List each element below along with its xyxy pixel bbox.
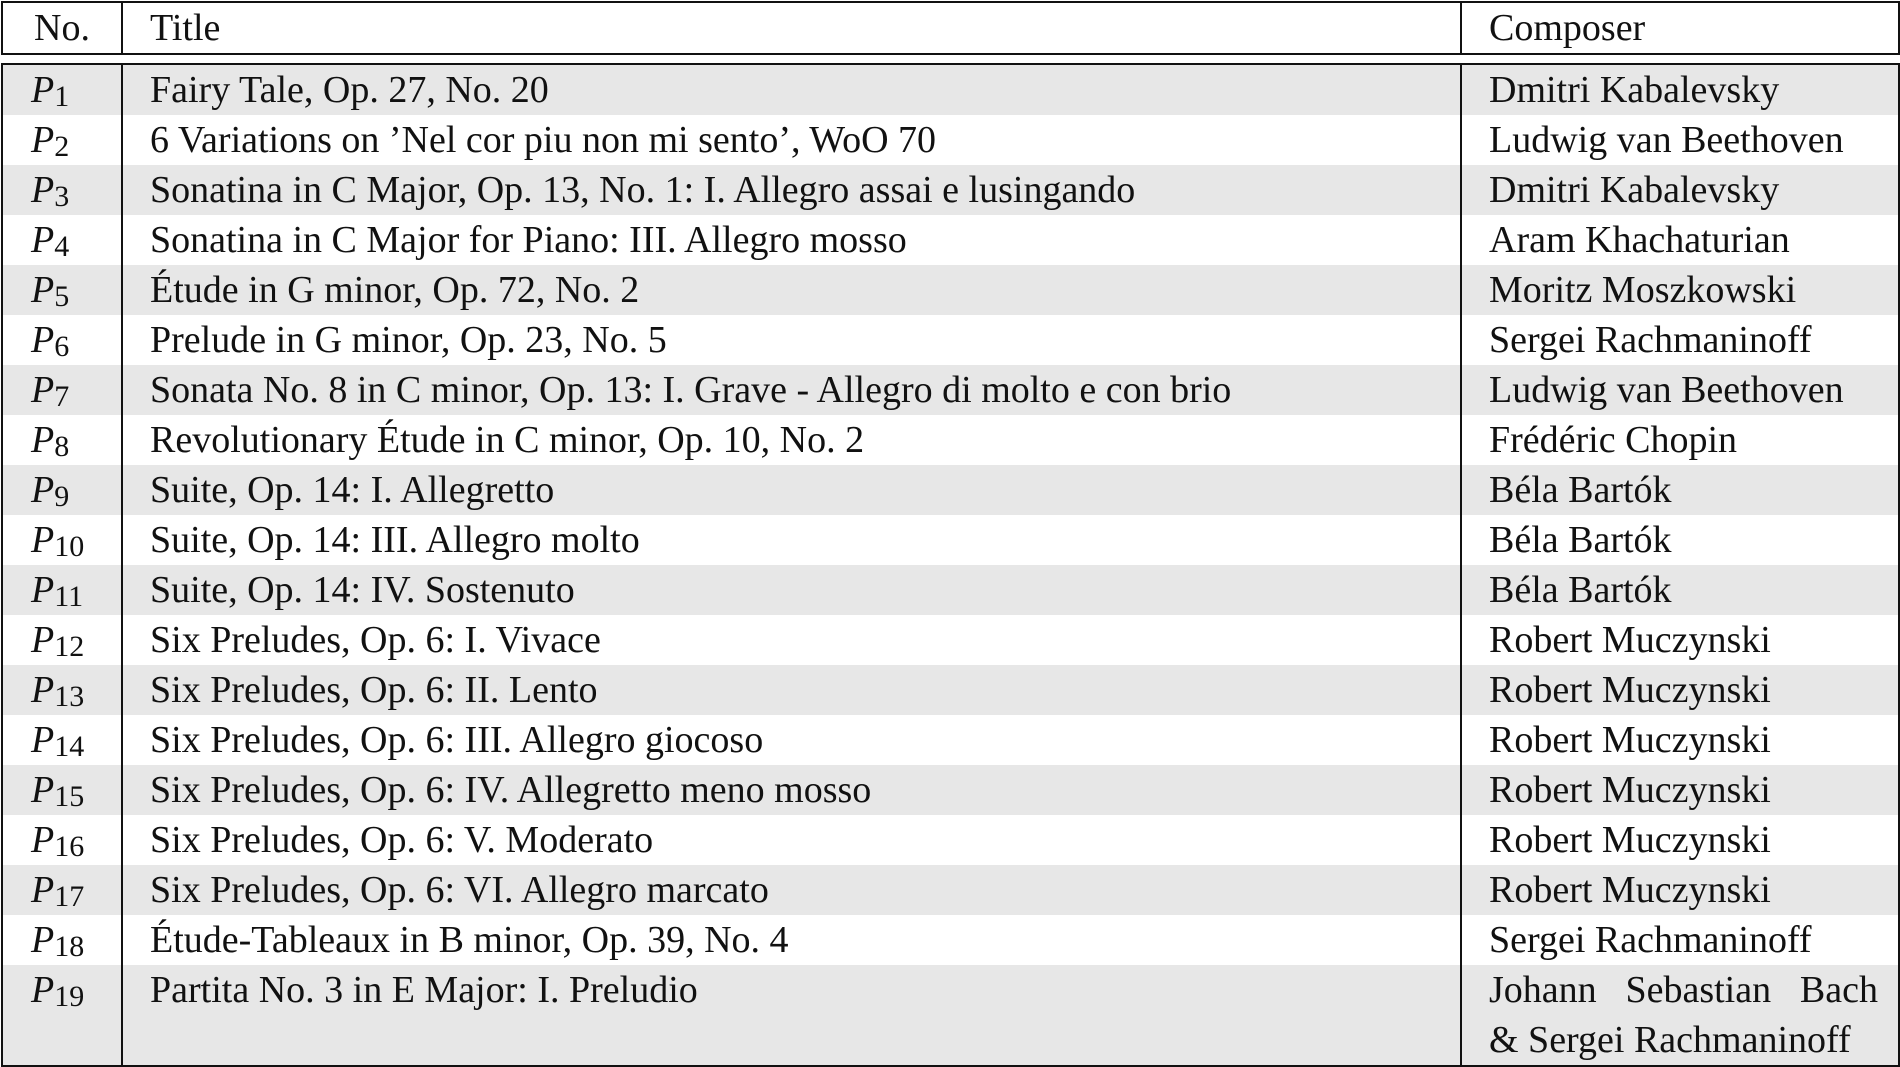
composer-name: Moritz Moszkowski bbox=[1489, 269, 1797, 311]
piece-number-index: 9 bbox=[54, 480, 70, 513]
piece-composer bbox=[1461, 465, 1899, 515]
piece-number-index: 2 bbox=[54, 130, 70, 163]
piece-number-index: 14 bbox=[54, 730, 85, 763]
piece-number-letter: P bbox=[31, 69, 55, 111]
composer-name: Robert Muczynski bbox=[1489, 719, 1771, 761]
piece-title: Fairy Tale, Op. 27, No. 20 bbox=[122, 64, 1461, 115]
composer-name: Robert Muczynski bbox=[1489, 819, 1771, 861]
piece-number bbox=[2, 515, 122, 565]
piece-number-letter: P bbox=[31, 169, 55, 211]
piece-title: Six Preludes, Op. 6: VI. Allegro marcato bbox=[122, 865, 1461, 915]
table-row bbox=[2, 865, 1899, 915]
table-row bbox=[2, 815, 1899, 865]
piece-composer bbox=[1461, 215, 1899, 265]
table-row bbox=[2, 315, 1899, 365]
piece-number-index: 12 bbox=[54, 630, 85, 663]
piece-title: Partita No. 3 in E Major: I. Preludio bbox=[122, 965, 1461, 1066]
piece-number-letter: P bbox=[31, 619, 55, 661]
table-row bbox=[2, 615, 1899, 665]
piece-number-index: 17 bbox=[54, 880, 85, 913]
piece-number-index: 7 bbox=[54, 380, 70, 413]
table-row bbox=[2, 965, 1899, 1066]
piece-title: Six Preludes, Op. 6: III. Allegro giocoso bbox=[122, 715, 1461, 765]
table-row bbox=[2, 64, 1899, 115]
piece-number bbox=[2, 215, 122, 265]
piece-title: Revolutionary Étude in C minor, Op. 10, No. 2 bbox=[122, 415, 1461, 465]
piece-number-letter: P bbox=[31, 369, 55, 411]
table-row bbox=[2, 565, 1899, 615]
piece-composer bbox=[1461, 915, 1899, 965]
composer-name: Béla Bartók bbox=[1489, 569, 1672, 611]
piece-title: 6 Variations on ’Nel cor piu non mi sento’, WoO 70 bbox=[122, 115, 1461, 165]
table-row bbox=[2, 515, 1899, 565]
piece-composer bbox=[1461, 315, 1899, 365]
piece-number bbox=[2, 865, 122, 915]
piece-number bbox=[2, 165, 122, 215]
piece-title: Sonata No. 8 in C minor, Op. 13: I. Grave - Allegro di molto e con brio bbox=[122, 365, 1461, 415]
piece-number-letter: P bbox=[31, 319, 55, 361]
piece-number-letter: P bbox=[31, 819, 55, 861]
composer-name: Sergei Rachmaninoff bbox=[1489, 319, 1812, 361]
composer-name: Béla Bartók bbox=[1489, 519, 1672, 561]
piece-number bbox=[2, 265, 122, 315]
table-row bbox=[2, 715, 1899, 765]
piece-number-index: 4 bbox=[54, 230, 70, 263]
piece-title: Six Preludes, Op. 6: V. Moderato bbox=[122, 815, 1461, 865]
piece-composer bbox=[1461, 115, 1899, 165]
piece-title: Sonatina in C Major, Op. 13, No. 1: I. Allegro assai e lusingando bbox=[122, 165, 1461, 215]
piece-title: Six Preludes, Op. 6: IV. Allegretto meno mosso bbox=[122, 765, 1461, 815]
piece-number-index: 3 bbox=[54, 180, 70, 213]
piece-number bbox=[2, 565, 122, 615]
piece-number-letter: P bbox=[31, 669, 55, 711]
piece-number bbox=[2, 615, 122, 665]
table-header bbox=[1, 1, 1900, 55]
piece-composer bbox=[1461, 365, 1899, 415]
piece-number-letter: P bbox=[31, 919, 55, 961]
piece-composer bbox=[1461, 765, 1899, 815]
composer-name: Robert Muczynski bbox=[1489, 869, 1771, 911]
table-row bbox=[2, 665, 1899, 715]
piece-composer bbox=[1461, 265, 1899, 315]
piece-title: Étude-Tableaux in B minor, Op. 39, No. 4 bbox=[122, 915, 1461, 965]
piece-composer bbox=[1461, 715, 1899, 765]
table-row bbox=[2, 465, 1899, 515]
piece-number-letter: P bbox=[31, 269, 55, 311]
piece-number bbox=[2, 64, 122, 115]
table-row bbox=[2, 765, 1899, 815]
composer-name: Ludwig van Beethoven bbox=[1489, 369, 1844, 411]
piece-composer bbox=[1461, 565, 1899, 615]
piece-number-index: 10 bbox=[54, 530, 85, 563]
piece-number bbox=[2, 465, 122, 515]
piece-number bbox=[2, 665, 122, 715]
composer-name: Robert Muczynski bbox=[1489, 669, 1771, 711]
piece-composer bbox=[1461, 515, 1899, 565]
piece-title: Suite, Op. 14: I. Allegretto bbox=[122, 465, 1461, 515]
table-row bbox=[2, 415, 1899, 465]
header-no: No. bbox=[2, 2, 122, 54]
piece-number bbox=[2, 315, 122, 365]
piece-number bbox=[2, 915, 122, 965]
composer-name: Johann Sebastian Bach bbox=[1489, 969, 1878, 1011]
piece-number-index: 13 bbox=[54, 680, 85, 713]
piece-number-index: 15 bbox=[54, 780, 85, 813]
piece-composer bbox=[1461, 64, 1899, 115]
piece-number-letter: P bbox=[31, 569, 55, 611]
piece-number-index: 6 bbox=[54, 330, 70, 363]
piece-number bbox=[2, 965, 122, 1066]
composer-name: Sergei Rachmaninoff bbox=[1489, 919, 1812, 961]
header-composer: Composer bbox=[1461, 2, 1899, 54]
piece-number-letter: P bbox=[31, 469, 55, 511]
piece-number-letter: P bbox=[31, 769, 55, 811]
piece-composer bbox=[1461, 815, 1899, 865]
piece-title: Six Preludes, Op. 6: I. Vivace bbox=[122, 615, 1461, 665]
piece-number-letter: P bbox=[31, 119, 55, 161]
piece-number-index: 18 bbox=[54, 930, 85, 963]
piece-number-letter: P bbox=[31, 719, 55, 761]
composer-name: Robert Muczynski bbox=[1489, 769, 1771, 811]
header-title: Title bbox=[122, 2, 1461, 54]
piece-number bbox=[2, 815, 122, 865]
piece-composer bbox=[1461, 615, 1899, 665]
piece-title: Suite, Op. 14: III. Allegro molto bbox=[122, 515, 1461, 565]
composer-name: Dmitri Kabalevsky bbox=[1489, 69, 1780, 111]
piece-number-index: 1 bbox=[54, 80, 70, 113]
piece-title: Six Preludes, Op. 6: II. Lento bbox=[122, 665, 1461, 715]
composer-name: Aram Khachaturian bbox=[1489, 219, 1790, 261]
composer-name: Robert Muczynski bbox=[1489, 619, 1771, 661]
composer-name: Béla Bartók bbox=[1489, 469, 1672, 511]
piece-title: Étude in G minor, Op. 72, No. 2 bbox=[122, 265, 1461, 315]
piece-number-index: 8 bbox=[54, 430, 70, 463]
piece-number bbox=[2, 115, 122, 165]
piece-title: Prelude in G minor, Op. 23, No. 5 bbox=[122, 315, 1461, 365]
table-row bbox=[2, 165, 1899, 215]
piece-number-letter: P bbox=[31, 969, 55, 1011]
composer-name: Ludwig van Beethoven bbox=[1489, 119, 1844, 161]
piece-number-index: 11 bbox=[54, 580, 84, 613]
table-row bbox=[2, 265, 1899, 315]
piece-number-letter: P bbox=[31, 219, 55, 261]
piece-composer bbox=[1461, 965, 1899, 1066]
header-row bbox=[2, 2, 1899, 54]
piece-number bbox=[2, 415, 122, 465]
piece-number bbox=[2, 765, 122, 815]
piece-composer bbox=[1461, 865, 1899, 915]
table-row bbox=[2, 915, 1899, 965]
piece-number bbox=[2, 715, 122, 765]
piece-number-letter: P bbox=[31, 519, 55, 561]
table-body bbox=[1, 63, 1900, 1067]
composer-name: Dmitri Kabalevsky bbox=[1489, 169, 1780, 211]
piece-number bbox=[2, 365, 122, 415]
piece-composer bbox=[1461, 665, 1899, 715]
piece-title: Sonatina in C Major for Piano: III. Allegro mosso bbox=[122, 215, 1461, 265]
composer-name-continued: & Sergei Rachmaninoff bbox=[1489, 1019, 1851, 1061]
table-row bbox=[2, 115, 1899, 165]
table-row bbox=[2, 215, 1899, 265]
piece-composer bbox=[1461, 415, 1899, 465]
composer-name: Frédéric Chopin bbox=[1489, 419, 1738, 461]
piece-number-index: 16 bbox=[54, 830, 85, 863]
piece-number-index: 19 bbox=[54, 980, 85, 1013]
piece-number-letter: P bbox=[31, 419, 55, 461]
piece-number-letter: P bbox=[31, 869, 55, 911]
piece-title: Suite, Op. 14: IV. Sostenuto bbox=[122, 565, 1461, 615]
table-row bbox=[2, 365, 1899, 415]
piece-composer bbox=[1461, 165, 1899, 215]
piece-number-index: 5 bbox=[54, 280, 70, 313]
